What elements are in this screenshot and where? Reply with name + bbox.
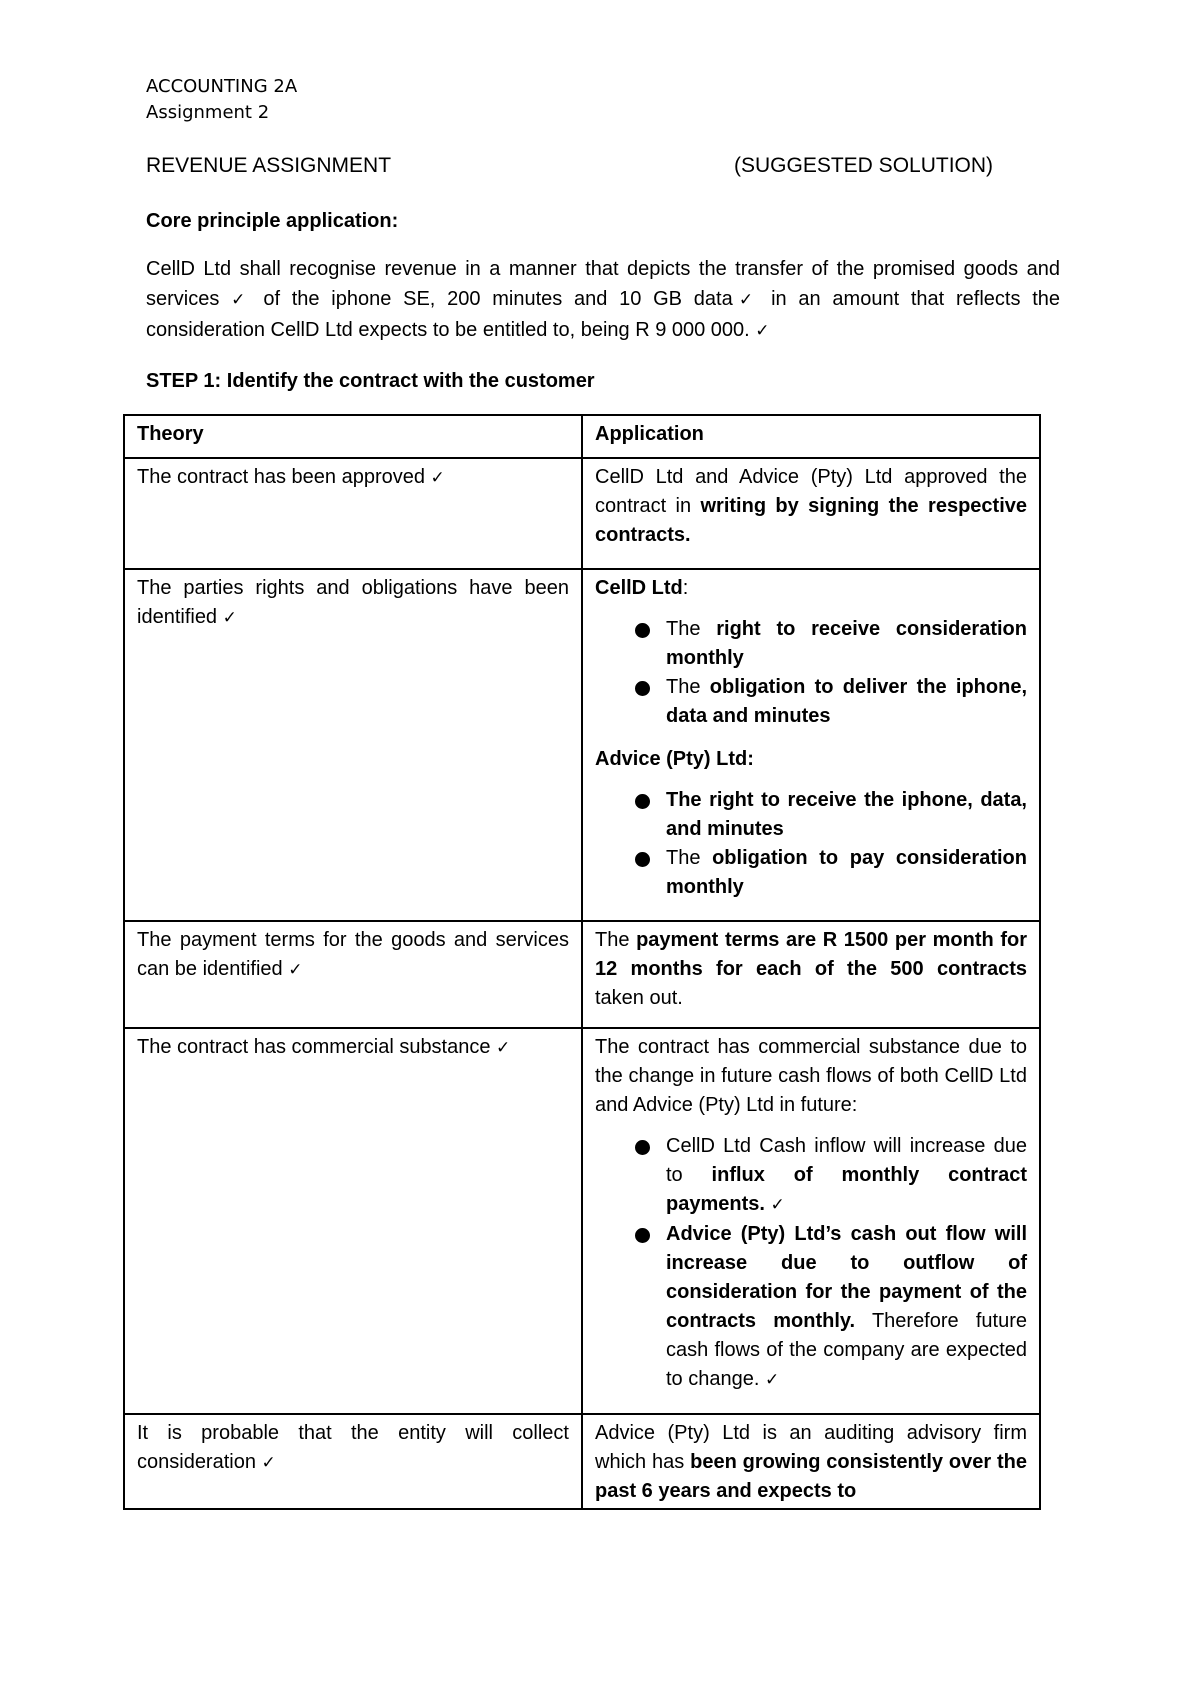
theory-cell: It is probable that the entity will collect consideration ✓ xyxy=(124,1414,582,1509)
application-cell: The payment terms are R 1500 per month for 12 months for each of the 500 contracts taken out. xyxy=(582,921,1040,1028)
table-row xyxy=(124,921,1040,1028)
list-item: The obligation to pay consideration monthly xyxy=(595,844,1027,902)
contract-table xyxy=(123,414,1041,1510)
theory-cell: The contract has commercial substance ✓ xyxy=(124,1028,582,1414)
core-principle-heading: Core principle application: xyxy=(146,210,399,232)
list-item: Advice (Pty) Ltd’s cash out flow will increase due to outflow of consideration for the payment of the contracts monthly. Therefore future cash flows of the company are expected to change. ✓ xyxy=(595,1220,1027,1395)
core-principle-text: CellD Ltd shall recognise revenue in a manner that depicts the transfer of the promised goods and services ✓ of the iphone SE, 200 minutes and 10 GB data✓ in an amount that reflects the consideration CellD Ltd expects to be entitled to, being R 9 000 000. ✓ xyxy=(146,258,1061,341)
check-mark: ✓ xyxy=(261,1453,276,1473)
application-cell: The contract has commercial substance due to the change in future cash flows of both CellD Ltd and Advice (Pty) Ltd in future: CellD Ltd Cash inflow will increase due to influx of monthly contract payments. ✓ Advice (Pty) Ltd’s cash out flow will increase due to outflow of consideration for the payment of the contracts monthly. Therefore future cash flows of the company are expected to change. ✓ xyxy=(582,1028,1040,1414)
check-mark: ✓ xyxy=(496,1038,511,1058)
check-mark: ✓ xyxy=(732,290,760,310)
theory-header: Theory xyxy=(124,415,582,458)
list-item: The right to receive consideration monthly xyxy=(595,615,1027,673)
application-header: Application xyxy=(582,415,1040,458)
bullet-icon xyxy=(635,623,650,638)
step1-heading: STEP 1: Identify the contract with the customer xyxy=(146,370,595,392)
advice-list xyxy=(595,786,1027,902)
check-mark: ✓ xyxy=(288,960,303,980)
table-header-row xyxy=(124,415,1040,458)
list-item: The obligation to deliver the iphone, data and minutes xyxy=(595,673,1027,731)
cashflow-list xyxy=(595,1132,1027,1395)
list-item: CellD Ltd Cash inflow will increase due to influx of monthly contract payments. ✓ xyxy=(595,1132,1027,1220)
table-row xyxy=(124,569,1040,921)
application-cell: CellD Ltd and Advice (Pty) Ltd approved the contract in writing by signing the respective contracts. xyxy=(582,458,1040,569)
check-mark: ✓ xyxy=(764,1370,780,1390)
bullet-icon xyxy=(635,794,650,809)
check-mark: ✓ xyxy=(770,1195,785,1215)
check-mark: ✓ xyxy=(430,468,445,488)
bullet-icon xyxy=(635,1140,650,1155)
check-mark: ✓ xyxy=(231,290,252,310)
advice-label: Advice (Pty) Ltd: xyxy=(595,748,754,770)
table-row xyxy=(124,1414,1040,1509)
bullet-icon xyxy=(635,1228,650,1243)
theory-cell: The parties rights and obligations have been identified ✓ xyxy=(124,569,582,921)
check-mark: ✓ xyxy=(755,321,770,341)
celld-list xyxy=(595,615,1027,731)
check-mark: ✓ xyxy=(222,608,237,628)
bullet-icon xyxy=(635,852,650,867)
page-title: REVENUE ASSIGNMENT xyxy=(146,154,392,177)
course-code: ACCOUNTING 2A xyxy=(146,76,298,97)
theory-cell: The contract has been approved ✓ xyxy=(124,458,582,569)
bullet-icon xyxy=(635,681,650,696)
list-item: The right to receive the iphone, data, and minutes xyxy=(595,786,1027,844)
solution-label: (SUGGESTED SOLUTION) xyxy=(734,154,994,177)
table-row xyxy=(124,1028,1040,1414)
theory-cell: The payment terms for the goods and services can be identified ✓ xyxy=(124,921,582,1028)
assignment-number: Assignment 2 xyxy=(146,102,270,123)
application-cell: Advice (Pty) Ltd is an auditing advisory firm which has been growing consistently over the past 6 years and expects to xyxy=(582,1414,1040,1509)
application-cell: CellD Ltd: The right to receive consideration monthly The obligation to deliver the iphone, data and minutes Advice (Pty) Ltd: The right to receive the iphone, data, and minutes The obligation to pay consideration monthly xyxy=(582,569,1040,921)
table-row xyxy=(124,458,1040,569)
